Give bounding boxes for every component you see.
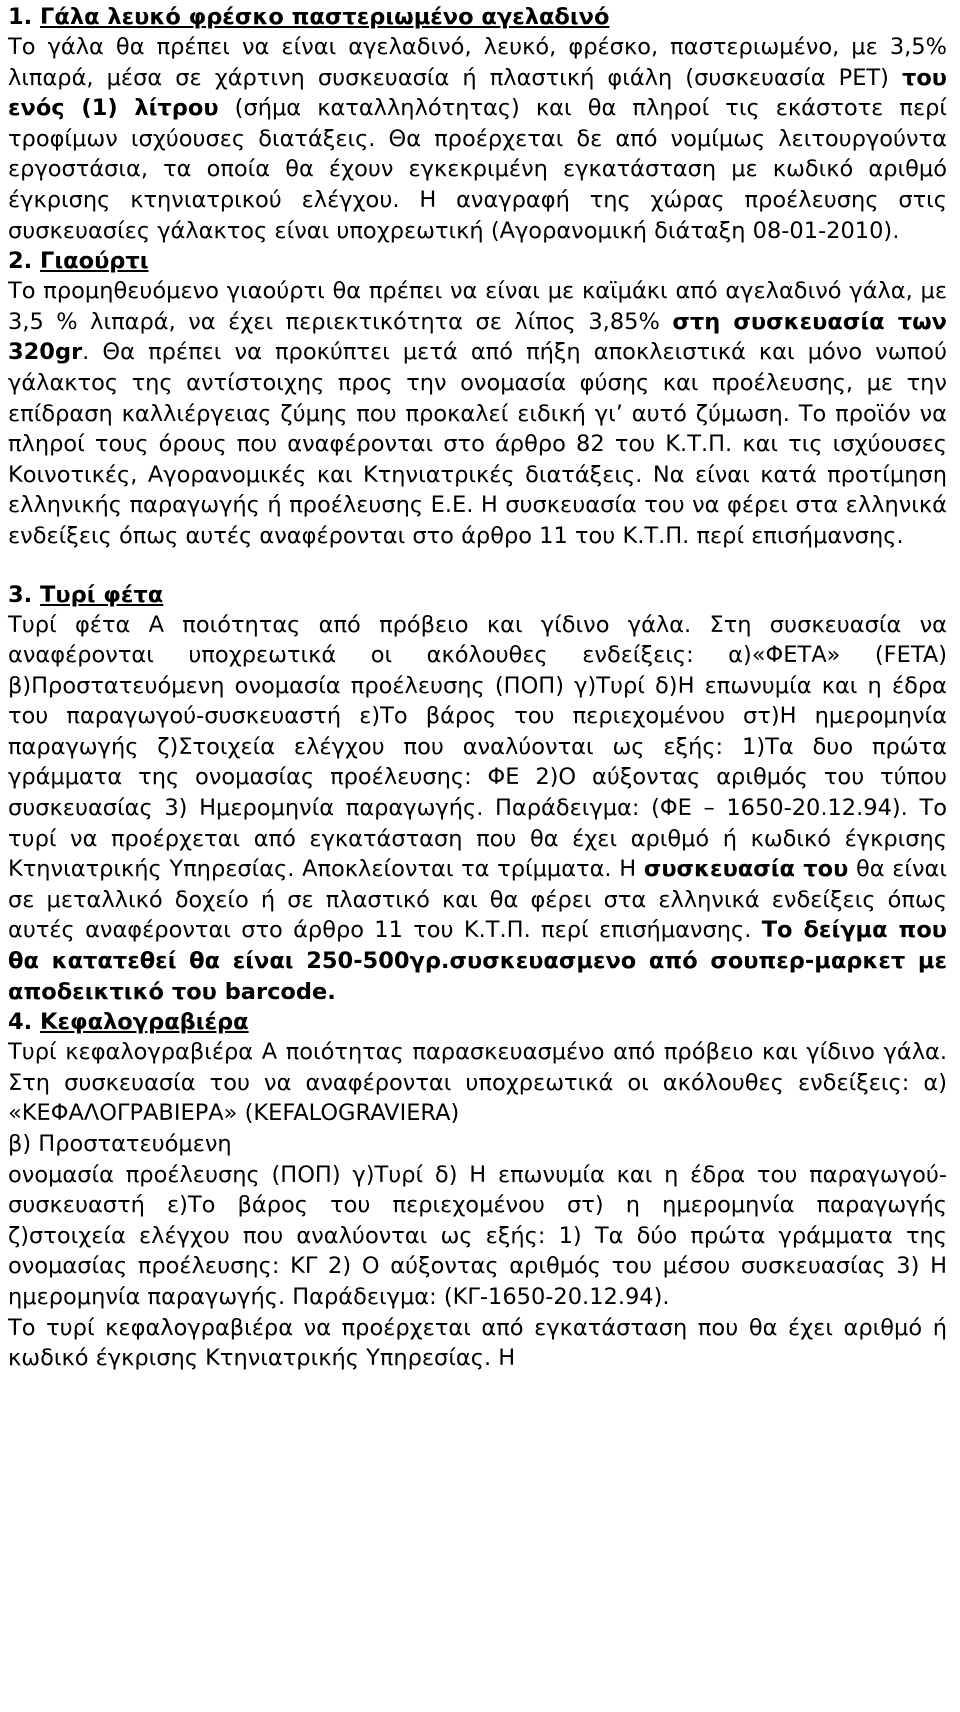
section-3-number: 3. [8,581,33,608]
bold-sample-note: Το δείγμα που θα κατατεθεί θα είναι 250-500γρ.συσκευασμενο από σουπερ-μαρκετ με αποδεικτικό του barcode. [8,917,947,1005]
section-2-heading [8,246,947,276]
section-4-heading [8,1007,947,1037]
section-4-body-a: Τυρί κεφαλογραβιέρα Α ποιότητας παρασκευασμένο από πρόβειο και γίδινο γάλα. Στη συσκευασία του να αναφέρονται υποχρεωτικά οι ακόλουθες ενδείξεις: α) «ΚΕΦΑΛΟΓΡΑΒΙΕΡΑ» (KEFALOGRAVIERA) [8,1039,947,1127]
bold-package: στη συσκευασία των 320gr [8,308,947,366]
section-3-title: Τυρί φέτα [40,581,164,608]
section-4-title: Κεφαλογραβιέρα [40,1009,249,1036]
section-2-body: Το προμηθευόμενο γιαούρτι θα πρέπει να είναι με καϊμάκι από αγελαδινό γάλα, με 3,5 % λιπαρά, να έχει περιεκτικότητα σε λίπος 3,85% στη συσκευασία των 320gr. Θα πρέπει να προκύπτει μετά από πήξη αποκλειστικά και μόνο νωπού γάλακτος της αντίστοιχης προς την ονομασία φύσης και προέλευσης, με την επίδραση καλλιέργειας ζύμης που προκαλεί ειδική γι’ αυτό ζύμωση. Το προϊόν να πληροί τους όρους που αναφέρονται στο άρθρο 82 του Κ.Τ.Π. και τις ισχύουσες Κοινοτικές, Αγορανομικές και Κτηνιατρικές διατάξεις. Να είναι κατά προτίμηση ελληνικής παραγωγής ή προέλευσης Ε.Ε. Η συσκευασία του να φέρει στα ελληνικά ενδείξεις όπως αυτές αναφέρονται στο άρθρο 11 του Κ.Τ.Π. περί επισήμανσης. [8,278,947,549]
bold-package-label: συσκευασία του [643,856,849,883]
section-4-body-c: ονομασία προέλευσης (ΠΟΠ) γ)Τυρί δ) Η επωνυμία και η έδρα του παραγωγού-συσκευαστή ε)Το βάρος του περιεχομένου στ) η ημερομηνία παραγωγής ζ)στοιχεία ελέγχου που αναλύονται ως εξής: 1) Τα δύο πρώτα γράμματα της ονομασίας προέλευσης: ΚΓ 2) Ο αύξοντας αριθμός του μέσου συσκευασίας 3) Η ημερομηνία παραγωγής. Παράδειγμα: (ΚΓ-1650-20.12.94). [8,1161,947,1310]
section-2-number: 2. [8,248,33,275]
spacer [8,552,947,580]
bold-volume: του ενός (1) λίτρου [8,64,947,122]
section-3-heading [8,580,947,610]
section-4-body-b: β) Προστατευόμενη [8,1131,232,1157]
section-3-body: Τυρί φέτα Α ποιότητας από πρόβειο και γίδινο γάλα. Στη συσκευασία να αναφέρονται υποχρεωτικά οι ακόλουθες ενδείξεις: α)«ΦΕΤΑ» (FETA) β)Προστατευόμενη ονομασία προέλευσης (ΠΟΠ) γ)Τυρί δ)Η επωνυμία και η έδρα του παραγωγού-συσκευαστή ε)Το βάρος του περιεχομένου στ)Η ημερομηνία παραγωγής ζ)Στοιχεία ελέγχου που αναλύονται ως εξής: 1)Τα δυο πρώτα γράμματα της ονομασίας προέλευσης: ΦΕ 2)Ο αύξοντας αριθμός του τύπου συσκευασίας 3) Ημερομηνία παραγωγής. Παράδειγμα: (ΦΕ – 1650-20.12.94). Το τυρί να προέρχεται από εγκατάσταση που θα έχει αριθμό ή κωδικό έγκρισης Κτηνιατρικής Υπηρεσίας. Αποκλείονται τα τρίμματα. Η συσκευασία του θα είναι σε μεταλλικό δοχείο ή σε πλαστικό και θα φέρει στα ελληνικά ενδείξεις όπως αυτές αναφέρονται στο άρθρο 11 του Κ.Τ.Π. περί επισήμανσης. Το δείγμα που θα κατατεθεί θα είναι 250-500γρ.συσκευασμενο από σουπερ-μαρκετ με αποδεικτικό του barcode. [8,611,947,1005]
section-2-title: Γιαούρτι [40,248,149,275]
section-1-number: 1. [8,4,33,30]
section-1-heading [8,2,947,32]
section-1-body: Το γάλα θα πρέπει να είναι αγελαδινό, λευκό, φρέσκο, παστεριωμένο, με 3,5% λιπαρά, μέσα σε χάρτινη συσκευασία ή πλαστική φιάλη (συσκευασία PET) του ενός (1) λίτρου (σήμα καταλληλότητας) και θα πληροί τις εκάστοτε περί τροφίμων ισχύουσες διατάξεις. Θα προέρχεται δε από νομίμως λειτουργούντα εργοστάσια, τα οποία θα έχουν εγκεκριμένη εγκατάσταση με κωδικό αριθμό έγκρισης κτηνιατρικού ελέγχου. Η αναγραφή της χώρας προέλευσης στις συσκευασίες γάλακτος είναι υποχρεωτική (Αγορανομική διάταξη 08-01-2010). [8,34,947,244]
section-4-body-d: Το τυρί κεφαλογραβιέρα να προέρχεται από εγκατάσταση που θα έχει αριθμό ή κωδικό έγκρισης Κτηνιατρικής Υπηρεσίας. Η [8,1314,947,1372]
section-4-number: 4. [8,1009,33,1036]
section-1-title: Γάλα λευκό φρέσκο παστεριωμένο αγελαδινό [40,4,610,30]
